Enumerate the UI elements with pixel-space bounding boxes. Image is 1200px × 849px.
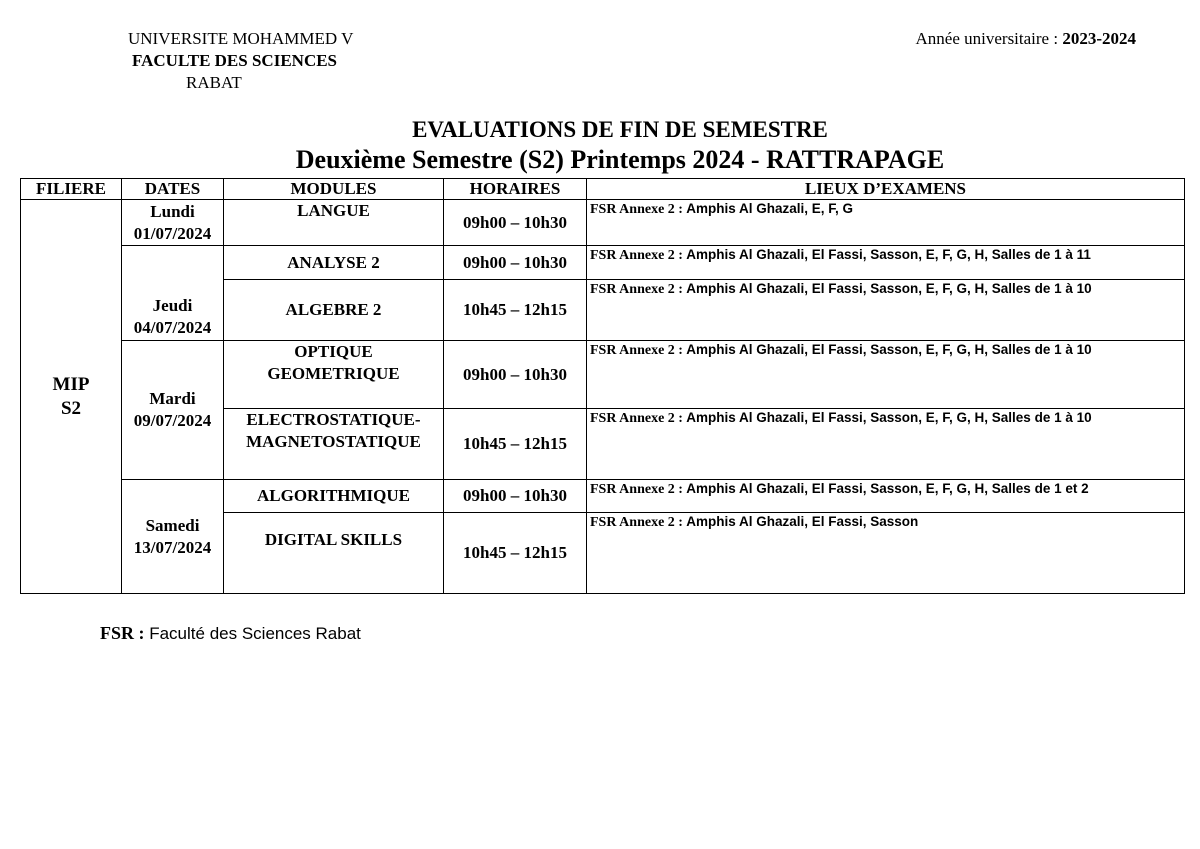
location-text: Amphis Al Ghazali, El Fassi, Sasson bbox=[682, 514, 919, 529]
location-text: Amphis Al Ghazali, El Fassi, Sasson, E, F, G, H, Salles de 1 à 10 bbox=[682, 410, 1092, 425]
location-text: Amphis Al Ghazali, El Fassi, Sasson, E, F, G, H, Salles de 1 à 11 bbox=[682, 247, 1091, 262]
day-name: Jeudi bbox=[152, 296, 193, 315]
location-prefix: FSR Annexe 2 : bbox=[590, 411, 683, 426]
table-row bbox=[21, 341, 1185, 409]
location-cell bbox=[587, 480, 1185, 513]
day-date: 04/07/2024 bbox=[133, 318, 212, 337]
module-cell bbox=[224, 341, 444, 409]
footnote bbox=[100, 622, 361, 645]
header-modules: MODULES bbox=[224, 179, 444, 200]
filiere-semester: S2 bbox=[60, 397, 82, 419]
location-prefix: FSR Annexe 2 : bbox=[590, 248, 683, 263]
module-name: ANALYSE 2 bbox=[287, 252, 380, 272]
table-row bbox=[21, 200, 1185, 246]
day-name: Samedi bbox=[145, 515, 200, 535]
day-name: Lundi bbox=[150, 202, 195, 221]
header-horaires: HORAIRES bbox=[444, 179, 587, 200]
academic-year-value: 2023-2024 bbox=[1062, 29, 1136, 48]
day-name: Mardi bbox=[149, 389, 196, 408]
institution-header bbox=[128, 28, 353, 94]
time-cell: 09h00 – 10h30 bbox=[444, 200, 587, 246]
location-cell bbox=[587, 409, 1185, 480]
header-lieux: LIEUX D’EXAMENS bbox=[587, 179, 1185, 200]
location-cell bbox=[587, 341, 1185, 409]
day-date: 09/07/2024 bbox=[133, 411, 212, 430]
module-cell bbox=[224, 409, 444, 480]
module-cell bbox=[224, 480, 444, 513]
page-title: EVALUATIONS DE FIN DE SEMESTRE bbox=[412, 117, 828, 142]
module-cell bbox=[224, 513, 444, 594]
location-cell bbox=[587, 280, 1185, 341]
time-cell: 09h00 – 10h30 bbox=[444, 341, 587, 409]
header-filiere: FILIERE bbox=[21, 179, 122, 200]
page-subtitle: Deuxième Semestre (S2) Printemps 2024 - RATTRAPAGE bbox=[295, 145, 945, 174]
academic-year-label: Année universitaire : bbox=[915, 29, 1063, 48]
footnote-abbr: FSR : bbox=[100, 623, 145, 643]
table-row bbox=[21, 246, 1185, 280]
footnote-desc: Faculté des Sciences Rabat bbox=[144, 624, 361, 643]
university-name: UNIVERSITE MOHAMMED V bbox=[128, 29, 354, 48]
location-prefix: FSR Annexe 2 : bbox=[590, 515, 683, 530]
module-name-line-2: MAGNETOSTATIQUE bbox=[246, 432, 421, 451]
faculty-name: FACULTE DES SCIENCES bbox=[132, 51, 338, 70]
table-row bbox=[21, 480, 1185, 513]
location-text: Amphis Al Ghazali, El Fassi, Sasson, E, F, G, H, Salles de 1 à 10 bbox=[682, 281, 1092, 296]
table-header-row bbox=[21, 179, 1185, 200]
time-cell: 09h00 – 10h30 bbox=[444, 246, 587, 280]
header-dates: DATES bbox=[122, 179, 224, 200]
location-text: Amphis Al Ghazali, E, F, G bbox=[682, 201, 853, 216]
module-cell bbox=[224, 200, 444, 246]
module-name: ALGEBRE 2 bbox=[285, 300, 382, 319]
location-cell bbox=[587, 200, 1185, 246]
location-prefix: FSR Annexe 2 : bbox=[590, 282, 683, 297]
location-cell bbox=[587, 246, 1185, 280]
filiere-name: MIP bbox=[52, 373, 90, 395]
date-cell bbox=[122, 246, 224, 341]
day-date: 01/07/2024 bbox=[133, 224, 212, 243]
module-name: DIGITAL SKILLS bbox=[264, 530, 403, 549]
date-cell bbox=[122, 341, 224, 480]
location-prefix: FSR Annexe 2 : bbox=[590, 482, 683, 497]
date-cell bbox=[122, 200, 224, 246]
module-name-line-1: OPTIQUE bbox=[294, 342, 373, 361]
module-cell bbox=[224, 280, 444, 341]
time-cell: 10h45 – 12h15 bbox=[444, 513, 587, 594]
filiere-cell bbox=[21, 200, 122, 594]
location-prefix: FSR Annexe 2 : bbox=[590, 202, 683, 217]
date-cell bbox=[122, 480, 224, 594]
city-name: RABAT bbox=[186, 73, 242, 92]
module-name-line-2: GEOMETRIQUE bbox=[267, 364, 400, 383]
location-text: Amphis Al Ghazali, El Fassi, Sasson, E, F, G, H, Salles de 1 à 10 bbox=[682, 342, 1092, 357]
time-cell: 10h45 – 12h15 bbox=[444, 409, 587, 480]
academic-year bbox=[916, 28, 1136, 50]
module-name-line-1: ELECTROSTATIQUE- bbox=[246, 410, 421, 429]
module-name: LANGUE bbox=[297, 201, 370, 220]
location-prefix: FSR Annexe 2 : bbox=[590, 343, 683, 358]
exam-schedule-table bbox=[20, 178, 1185, 594]
module-cell bbox=[224, 246, 444, 280]
time-cell: 09h00 – 10h30 bbox=[444, 480, 587, 513]
location-cell bbox=[587, 513, 1185, 594]
day-date: 13/07/2024 bbox=[133, 537, 212, 557]
module-name: ALGORITHMIQUE bbox=[256, 486, 411, 505]
location-text: Amphis Al Ghazali, El Fassi, Sasson, E, F, G, H, Salles de 1 et 2 bbox=[682, 481, 1089, 496]
time-cell: 10h45 – 12h15 bbox=[444, 280, 587, 341]
